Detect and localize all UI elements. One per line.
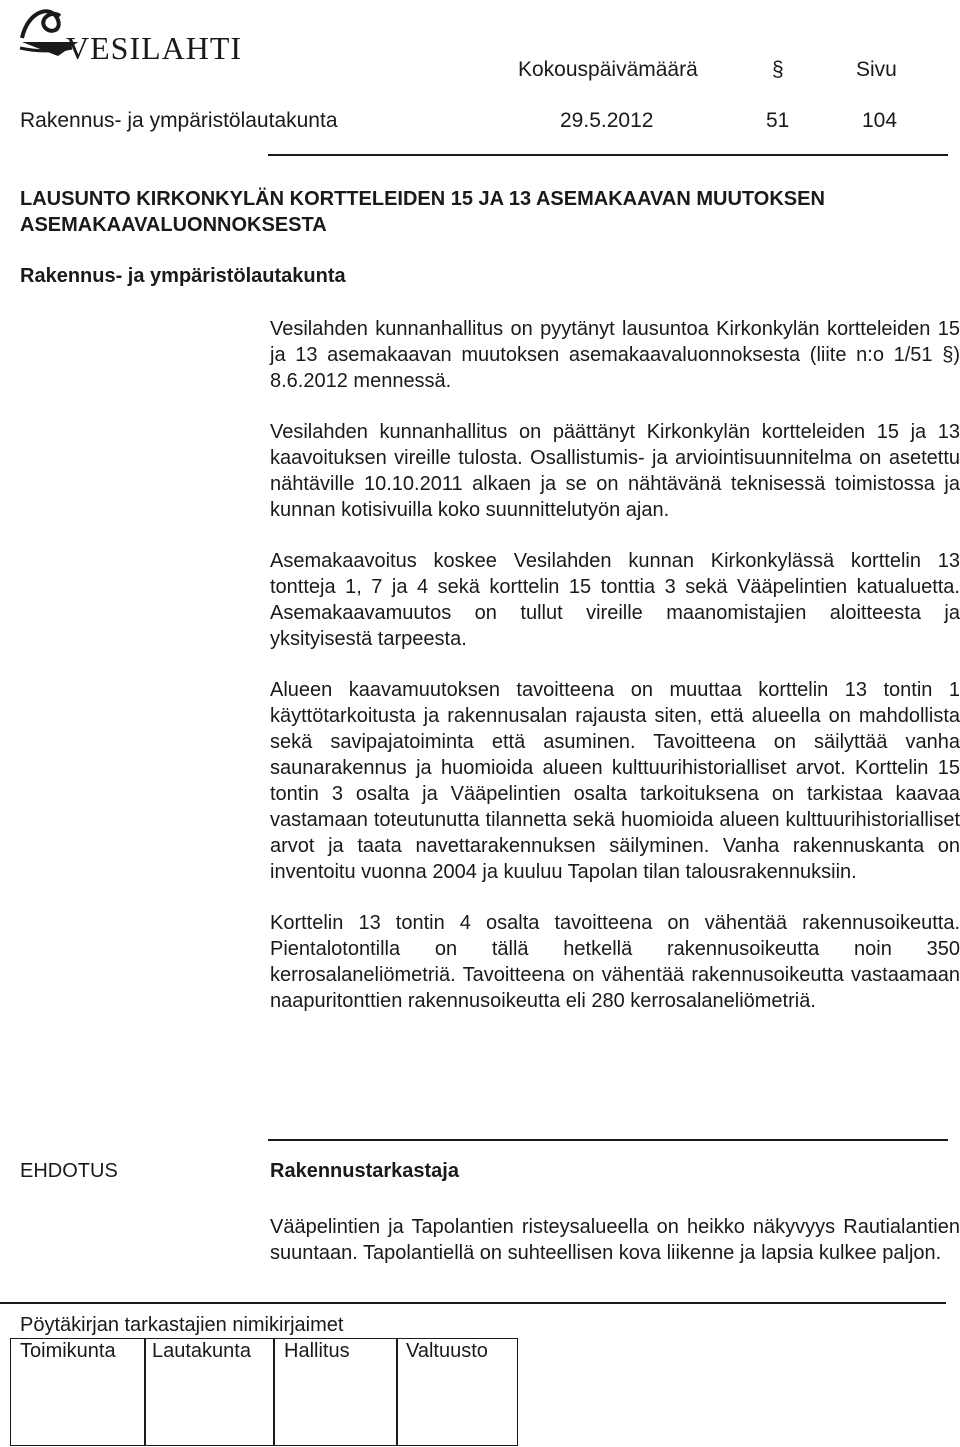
paragraph: Asemakaavoitus koskee Vesilahden kunnan Kirkonkylässä korttelin 13 tontteja 1, 7 ja 4 sekä korttelin 15 tonttia 3 sekä Vääpelintien katualuetta. Asemakaavamuutos on tullut vireille maanomistajien aloitteesta ja yksityisestä tarpeesta. xyxy=(270,550,960,650)
signature-column-label: Lautakunta xyxy=(152,1340,251,1362)
paragraph: Korttelin 13 tontin 4 osalta tavoitteena on vähentää rakennusoikeutta. Pientalotontilla on tällä hetkellä rakennusoikeutta noin 350 kerrosalaneliömetriä. Tavoitteena on vähentää rakennusoikeutta vastaamaan naapuritonttien rakennusoikeutta eli 280 kerrosalaneliömetriä. xyxy=(270,912,960,1012)
signature-divider xyxy=(144,1338,146,1446)
signature-divider xyxy=(273,1338,275,1446)
header-rule xyxy=(268,154,948,156)
org-name: VESILAHTI xyxy=(66,30,243,66)
committee-name: Rakennus- ja ympäristölautakunta xyxy=(20,109,338,132)
section-label: § xyxy=(772,58,784,81)
signature-divider xyxy=(396,1338,398,1446)
footer-rule xyxy=(0,1302,946,1304)
proposal-text: Vääpelintien ja Tapolantien risteysalueella on heikko näkyvyys Rautialantien suuntaan. Tapolantiellä on suhteellisen kova liikenne ja lapsia kulkee paljon. xyxy=(270,1216,960,1264)
meeting-date: 29.5.2012 xyxy=(560,109,654,132)
section-number: 51 xyxy=(766,109,790,132)
paragraph: Vesilahden kunnanhallitus on päättänyt Kirkonkylän kortteleiden 15 ja 13 kaavoituksen vireille tulosta. Osallistumis- ja arviointisuunnitelma on asetettu nähtäville 10.10.2011 alkaen ja se on nähtävänä teknisessä toimistossa ja kunnan kotisivuilla koko suunnittelutyön ajan. xyxy=(270,421,960,521)
signature-column-label: Toimikunta xyxy=(20,1340,116,1362)
signature-column-label: Valtuusto xyxy=(406,1340,488,1362)
signature-column-label: Hallitus xyxy=(284,1340,350,1362)
proposal-label: EHDOTUS xyxy=(20,1160,118,1182)
proposal-author: Rakennustarkastaja xyxy=(270,1160,459,1182)
meeting-date-label: Kokouspäivämäärä xyxy=(518,58,698,81)
page-number: 104 xyxy=(862,109,898,132)
section-rule xyxy=(268,1139,948,1141)
subheading: Rakennus- ja ympäristölautakunta xyxy=(20,265,346,287)
document-title: LAUSUNTO KIRKONKYLÄN KORTTELEIDEN 15 JA 13 ASEMAKAAVAN MUUTOKSEN ASEMAKAAVALUONNOKSESTA xyxy=(20,188,825,236)
page-label: Sivu xyxy=(856,58,897,81)
signatures-label: Pöytäkirjan tarkastajien nimikirjaimet xyxy=(20,1314,344,1336)
body-text xyxy=(270,316,960,1039)
paragraph: Alueen kaavamuutoksen tavoitteena on muuttaa korttelin 13 tontin 1 käyttötarkoitusta ja rakennusalan rajausta siten, että alueella on mahdollista sekä savipajatoiminta että asuminen. Tavoitteena on säilyttää vanha saunarakennus ja huomioida alueen kulttuurihistorialliset arvot. Korttelin 15 tontin 3 osalta ja Vääpelintien osalta tarkoituksena on tarkistaa kaavaa vastamaan toteutunutta tilannetta sekä huomioida alueen kulttuurihistorialliset arvot ja taata navettarakennuksen säilyminen. Vanha rakennuskanta on inventoitu vuonna 2004 ja kuuluu Tapolan tilan talousrakennuksiin. xyxy=(270,679,960,883)
paragraph: Vesilahden kunnanhallitus on pyytänyt lausuntoa Kirkonkylän kortteleiden 15 ja 13 asemakaavan muutoksen asemakaavaluonnoksesta (liite n:o 1/51 §) 8.6.2012 mennessä. xyxy=(270,318,960,392)
